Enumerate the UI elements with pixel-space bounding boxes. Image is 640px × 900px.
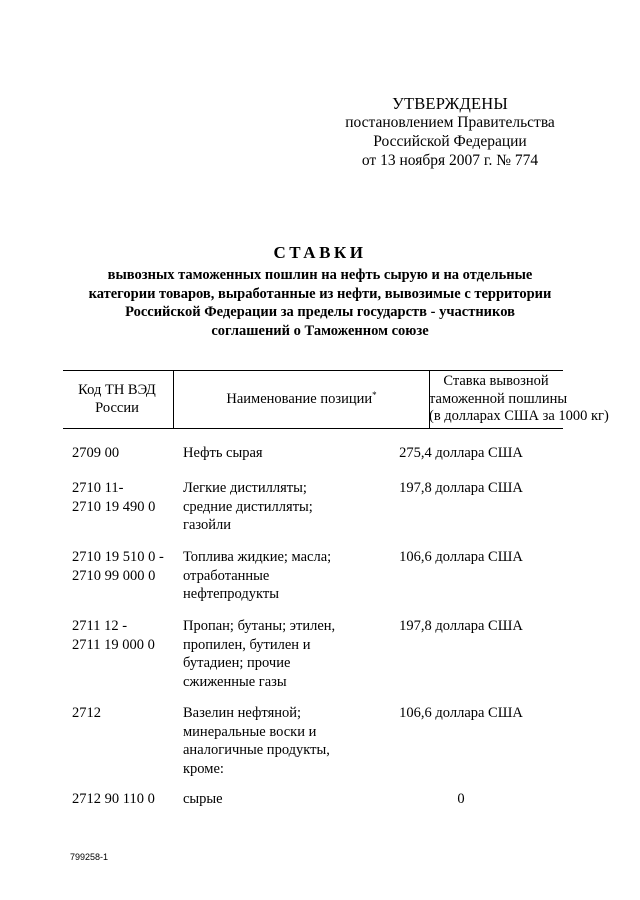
name-line: сырые [183,791,223,807]
row-name [183,790,368,809]
row-name [183,548,368,604]
document-title: СТАВКИ [273,243,367,262]
document-subtitle [60,266,580,340]
code-line: 2710 11- [72,480,124,496]
name-line: средние дистилляты; [183,498,313,515]
name-line: кроме: [183,760,224,777]
header-rate-line: Ставка вывозной [443,373,549,390]
row-code [72,790,177,809]
row-rate: 0 [457,791,465,807]
name-line: нефтепродукты [183,586,279,602]
approval-line: от 13 ноября 2007 г. № 774 [361,152,539,169]
header-name [173,371,430,428]
approval-heading: УТВЕРЖДЕНЫ [392,94,508,113]
code-line: 2711 19 000 0 [72,636,155,653]
approval-line: Российской Федерации [373,133,527,150]
row-code [72,704,177,723]
row-rate: 275,4 доллара США [399,445,523,461]
name-line: пропилен, бутилен и [183,636,311,653]
row-code [72,479,177,516]
approval-block [330,94,570,170]
name-line: Вазелин нефтяной; [183,705,302,721]
header-code-line: Код ТН ВЭД [78,382,156,398]
row-name [183,479,368,535]
subtitle-line: вывозных таможенных пошлин на нефть сырую и на отдельные [107,267,533,283]
row-name [183,704,368,778]
row-rate: 197,8 доллара США [399,618,523,634]
row-rate: 197,8 доллара США [399,480,523,496]
name-line: минеральные воски и [183,723,317,740]
name-line: Топлива жидкие; масла; [183,549,332,565]
name-line: сжиженные газы [183,673,287,690]
row-name [183,444,368,463]
row-name [183,617,368,691]
document-number: 799258-1 [70,852,109,862]
header-name-text: Наименование позиции [226,390,373,407]
table-header [63,370,609,429]
name-line: аналогичные продукты, [183,742,330,758]
subtitle-line: соглашений о Таможенном союзе [211,322,429,339]
subtitle-line: категории товаров, выработанные из нефти, вывозимые с территории [88,285,552,302]
header-rate-line: (в долларах США за 1000 кг) [429,408,609,425]
row-code [72,548,177,585]
code-line: 2709 00 [72,445,120,461]
subtitle-line: Российской Федерации за пределы государств - участников [125,304,515,320]
name-line: Легкие дистилляты; [183,480,307,496]
name-line: Пропан; бутаны; этилен, [183,618,336,634]
header-code [63,371,171,428]
code-line: 2711 12 - [72,618,128,634]
name-line: бутадиен; прочие [183,655,291,671]
code-line: 2710 99 000 0 [72,567,156,584]
name-line: Нефть сырая [183,445,263,461]
footnote-mark: * [372,389,377,400]
code-line: 2712 90 110 0 [72,791,155,807]
row-code [72,617,177,654]
code-line: 2710 19 510 0 - [72,549,164,565]
code-line: 2710 19 490 0 [72,498,156,515]
header-rate-line: таможенной пошлины [429,390,568,407]
row-code [72,444,177,463]
code-line: 2712 [72,705,101,721]
row-rate: 106,6 доллара США [399,705,523,721]
name-line: газойли [183,517,232,533]
approval-line: постановлением Правительства [345,114,555,131]
name-line: отработанные [183,567,270,584]
header-code-line: России [95,399,139,416]
header-rate [429,371,609,428]
row-rate: 106,6 доллара США [399,549,523,565]
